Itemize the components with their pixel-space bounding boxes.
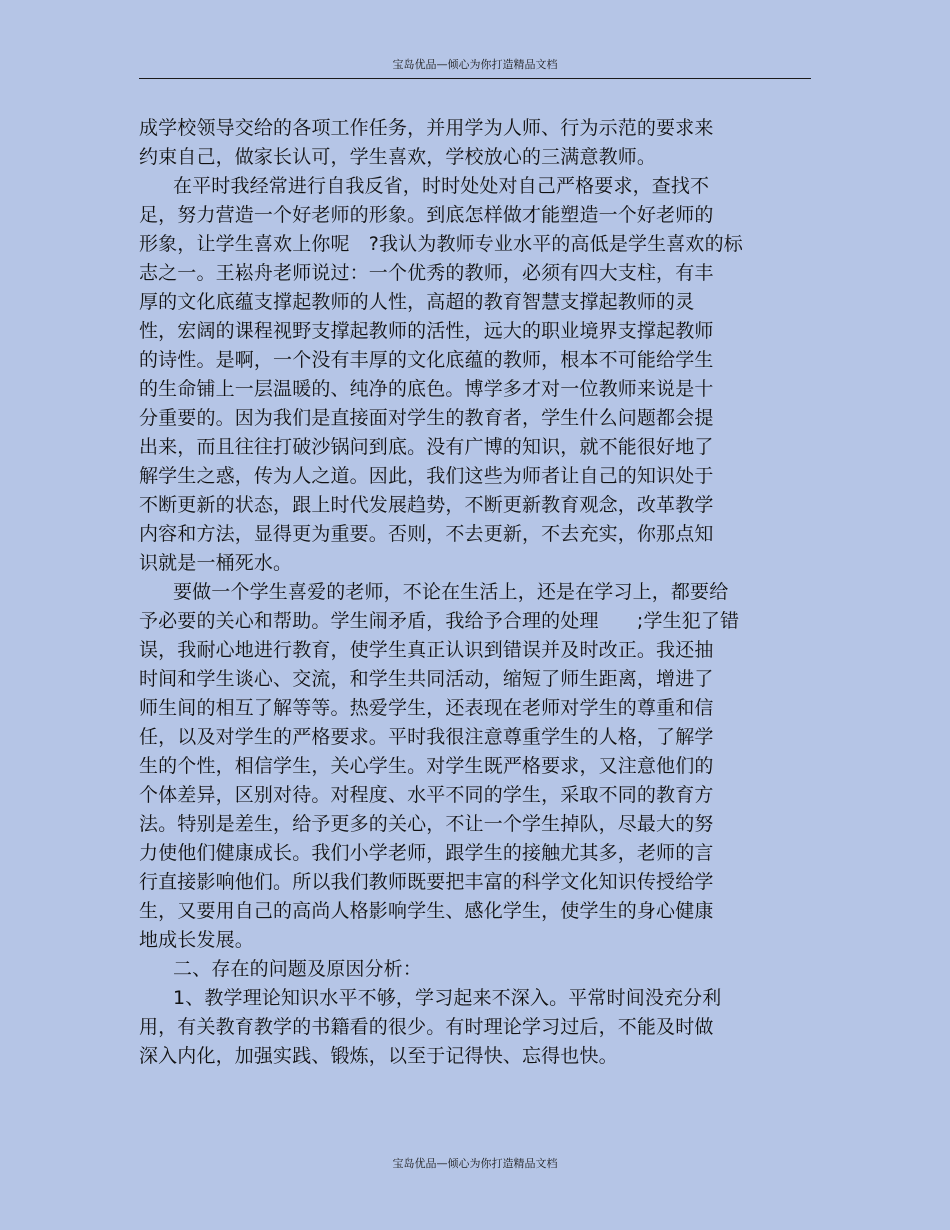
text-line: 个体差异，区别对待。对程度、水平不同的学生，采取不同的教育方 — [139, 784, 714, 806]
text-line: 足，努力营造一个好老师的形象。到底怎样做才能塑造一个好老师的 — [139, 204, 714, 226]
text-line: 生，又要用自己的高尚人格影响学生、感化学生，使学生的身心健康 — [139, 900, 714, 922]
text-line: 用，有关教育教学的书籍看的很少。有时理论学习过后，不能及时做 — [139, 1016, 714, 1038]
text-line: 内容和方法，显得更为重要。否则，不去更新，不去充实，你那点知 — [139, 523, 714, 545]
text-line: 力使他们健康成长。我们小学老师，跟学生的接触尤其多，老师的言 — [139, 842, 714, 864]
text-line: 厚的文化底蕴支撑起教师的人性，高超的教育智慧支撑起教师的灵 — [139, 291, 695, 313]
text-line: 不断更新的状态，跟上时代发展趋势，不断更新教育观念，改革教学 — [139, 494, 714, 516]
text-line: 性，宏阔的课程视野支撑起教师的活性，远大的职业境界支撑起教师 — [139, 320, 714, 342]
text-line: 出来，而且往往打破沙锅问到底。没有广博的知识，就不能很好地了 — [139, 436, 714, 458]
text-line: 任，以及对学生的严格要求。平时我很注意尊重学生的人格，了解学 — [139, 726, 714, 748]
text-line: 的诗性。是啊，一个没有丰厚的文化底蕴的教师，根本不可能给学生 — [139, 349, 714, 371]
section-heading: 二、存在的问题及原因分析： — [173, 958, 422, 980]
text-line: 深入内化，加强实践、锻炼，以至于记得快、忘得也快。 — [139, 1045, 618, 1067]
page-header: 宝岛优品—倾心为你打造精品文档 — [392, 58, 558, 71]
text-line: 约束自己，做家长认可，学生喜欢，学校放心的三满意教师。 — [139, 146, 657, 168]
text-line: 志之一。王崧舟老师说过：一个优秀的教师，必须有四大支柱，有丰 — [139, 262, 714, 284]
text-line: 地成长发展。 — [139, 929, 254, 951]
text-line: 师生间的相互了解等等。热爱学生，还表现在老师对学生的尊重和信 — [139, 697, 714, 719]
text-line: 生的个性，相信学生，关心学生。对学生既严格要求，又注意他们的 — [139, 755, 714, 777]
text-line: 解学生之惑，传为人之道。因此，我们这些为师者让自己的知识处于 — [139, 465, 714, 487]
text-line: 形象，让学生喜欢上你呢 ?我认为教师专业水平的高低是学生喜欢的标 — [139, 233, 743, 255]
text-line: 误，我耐心地进行教育，使学生真正认识到错误并及时改正。我还抽 — [139, 639, 714, 661]
page-footer: 宝岛优品—倾心为你打造精品文档 — [392, 1157, 558, 1170]
document-body — [139, 114, 819, 1071]
text-line: 识就是一桶死水。 — [139, 552, 293, 574]
text-line: 法。特别是差生，给予更多的关心，不让一个学生掉队，尽最大的努 — [139, 813, 714, 835]
text-line: 予必要的关心和帮助。学生闹矛盾，我给予合理的处理 ;学生犯了错 — [139, 610, 740, 632]
text-line: 时间和学生谈心、交流，和学生共同活动，缩短了师生距离，增进了 — [139, 668, 714, 690]
text-line: 成学校领导交给的各项工作任务，并用学为人师、行为示范的要求来 — [139, 117, 714, 139]
header-divider — [139, 78, 811, 79]
text-line: 行直接影响他们。所以我们教师既要把丰富的科学文化知识传授给学 — [139, 871, 714, 893]
text-line: 的生命铺上一层温暖的、纯净的底色。博学多才对一位教师来说是十 — [139, 378, 714, 400]
text-line: 分重要的。因为我们是直接面对学生的教育者，学生什么问题都会提 — [139, 407, 714, 429]
paragraph-start-line: 要做一个学生喜爱的老师，不论在生活上，还是在学习上，都要给 — [173, 581, 729, 603]
paragraph-start-line: 1、教学理论知识水平不够，学习起来不深入。平常时间没充分利 — [173, 987, 722, 1009]
paragraph-start-line: 在平时我经常进行自我反省，时时处处对自己严格要求，查找不 — [173, 175, 710, 197]
